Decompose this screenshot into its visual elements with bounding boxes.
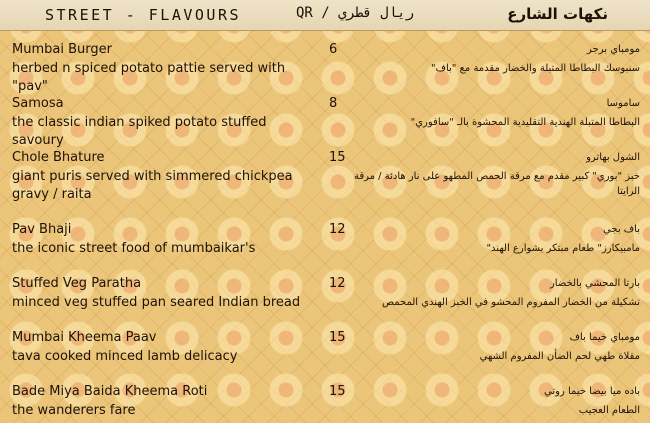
item-description-arabic: مامبيكارز" طعام مبتكر بشوارع الهند" <box>486 243 640 254</box>
item-description-arabic: تشكيلة من الخضار المفروم المحشو في الخبز الهندي المحمص <box>381 297 640 308</box>
item-description: tava cooked minced lamb delicacy <box>12 349 238 364</box>
item-description-arabic: سنبوسك البطاطا المتبلة والخضار مقدمة مع "باف" <box>431 63 640 74</box>
section-title-english: STREET - FLAVOURS <box>45 6 242 24</box>
item-name: Mumbai Kheema Paav <box>12 330 157 345</box>
item-description: the iconic street food of mumbaikar's <box>12 241 256 256</box>
item-price: 12 <box>329 222 346 237</box>
item-name-arabic: الشول بهاترو <box>586 152 640 163</box>
item-description-arabic: البطاطا المتبلة الهندية التقليدية المحشوة بالـ "سافوري" <box>410 117 640 128</box>
menu-header <box>0 0 650 31</box>
item-description: the wanderers fare <box>12 403 136 418</box>
item-description-arabic: خبز "بوري" كبير مقدم مع مرقة الحمص المطهو على نار هادئة / مرقة الرايتا <box>353 171 640 197</box>
section-title-arabic: نكهات الشارع <box>507 5 608 23</box>
item-price: 6 <box>329 42 338 57</box>
item-description: the classic indian spiked potato stuffed savoury <box>12 115 267 148</box>
item-price: 15 <box>329 384 346 399</box>
item-name: Chole Bhature <box>12 150 105 165</box>
item-description-arabic: مقلاة طهي لحم الضأن المفروم الشهي <box>479 351 640 362</box>
item-name-arabic: باف بجي <box>603 224 640 235</box>
item-price: 8 <box>329 96 338 111</box>
item-name-arabic: بارتا المحشي بالخضار <box>549 278 640 289</box>
item-name-arabic: مومباي برجر <box>587 44 640 55</box>
item-name-arabic: مومباي خيما باف <box>569 332 640 343</box>
item-name: Mumbai Burger <box>12 42 112 57</box>
item-name: Samosa <box>12 96 64 111</box>
item-description-arabic: الطعام العجيب <box>578 405 640 416</box>
item-name-arabic: باده ميا بيضا خيما روتي <box>544 386 640 397</box>
item-name: Pav Bhaji <box>12 222 72 237</box>
item-price: 12 <box>329 276 346 291</box>
item-name: Bade Miya Baida Kheema Roti <box>12 384 208 399</box>
item-price: 15 <box>329 150 346 165</box>
currency-label: QR / ريال قطري <box>296 5 415 21</box>
item-description: giant puris served with simmered chickpea gravy / raita <box>12 169 293 202</box>
item-description: herbed n spiced potato pattie served with "pav" <box>12 61 286 94</box>
item-price: 15 <box>329 330 346 345</box>
item-name-arabic: ساموسا <box>606 98 640 109</box>
item-description: minced veg stuffed pan seared Indian bread <box>12 295 301 310</box>
item-name: Stuffed Veg Paratha <box>12 276 142 291</box>
